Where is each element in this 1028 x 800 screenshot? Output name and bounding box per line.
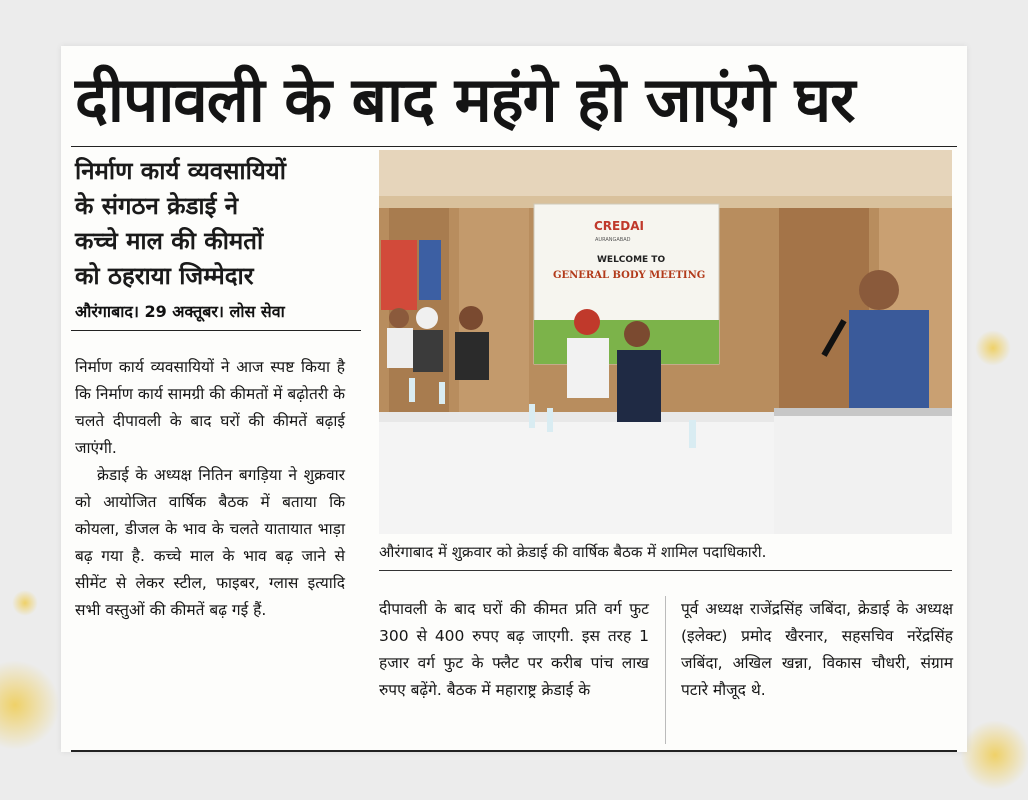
dateline-rule xyxy=(71,330,361,331)
background-glow xyxy=(0,660,60,750)
subhead-line: के संगठन क्रेडाई ने xyxy=(75,192,239,220)
subhead-line: कच्चे माल की कीमतों xyxy=(75,227,264,255)
background-glow xyxy=(12,590,38,616)
column-divider xyxy=(665,596,666,744)
background-glow xyxy=(975,330,1011,366)
headline-rule xyxy=(71,146,957,147)
banner-meeting-text: GENERAL BODY MEETING xyxy=(553,270,706,281)
photo-caption: औरंगाबाद में शुक्रवार को क्रेडाई की वार्षिक बैठक में शामिल पदाधिकारी. xyxy=(379,543,767,561)
caption-rule xyxy=(379,570,952,571)
subhead-line: निर्माण कार्य व्यवसायियों xyxy=(75,157,286,185)
subhead-line: को ठहराया जिम्मेदार xyxy=(75,262,254,290)
meeting-photo-illustration xyxy=(379,150,952,534)
bottom-rule xyxy=(71,750,957,752)
banner-welcome-text: WELCOME TO xyxy=(597,255,666,265)
banner-brand-text: CREDAI xyxy=(594,219,644,233)
body-column-2: दीपावली के बाद घरों की कीमत प्रति वर्ग फुट 300 से 400 रुपए बढ़ जाएगी. इस तरह 1 हजार वर्ग फुट के फ्लैट पर करीब पांच लाख रुपए बढ़ेंगे. बैठक में महाराष्ट्र क्रेडाई के xyxy=(379,600,649,699)
background-glow xyxy=(960,720,1028,790)
body-paragraph: क्रेडाई के अध्यक्ष नितिन बगड़िया ने शुक्रवार को आयोजित वार्षिक बैठक में बताया कि कोयला, डीजल के भाव के चलते यातायात भाड़ा बढ़ गया है. कच्चे माल के भाव बढ़ जाने से सीमेंट से लेकर स्टील, फाइबर, ग्लास इत्यादि सभी वस्तुओं की कीमतें बढ़ गई हैं. xyxy=(75,466,345,619)
headline: दीपावली के बाद महंगे हो जाएंगे घर xyxy=(75,63,855,136)
body-column-3: पूर्व अध्यक्ष राजेंद्रसिंह जबिंदा, क्रेडाई के अध्यक्ष (इलेक्ट) प्रमोद खैरनार, सहसचिव नरेंद्रसिंह जबिंदा, अखिल खन्ना, विकास चौधरी, संग्राम पटारे मौजूद थे. xyxy=(681,600,953,699)
banner-sub-text: AURANGABAD xyxy=(595,237,631,243)
body-column-1 xyxy=(75,354,345,624)
newspaper-clipping xyxy=(61,46,967,752)
dateline: औरंगाबाद। 29 अक्तूबर। लोस सेवा xyxy=(75,302,285,321)
meeting-photo xyxy=(379,150,952,534)
body-paragraph: निर्माण कार्य व्यवसायियों ने आज स्पष्ट किया है कि निर्माण कार्य सामग्री की कीमतों में बढ़ोतरी के चलते दीपावली के बाद घरों की कीमतें बढ़ाई जाएंगी. xyxy=(75,358,345,457)
subheadline xyxy=(75,154,365,294)
